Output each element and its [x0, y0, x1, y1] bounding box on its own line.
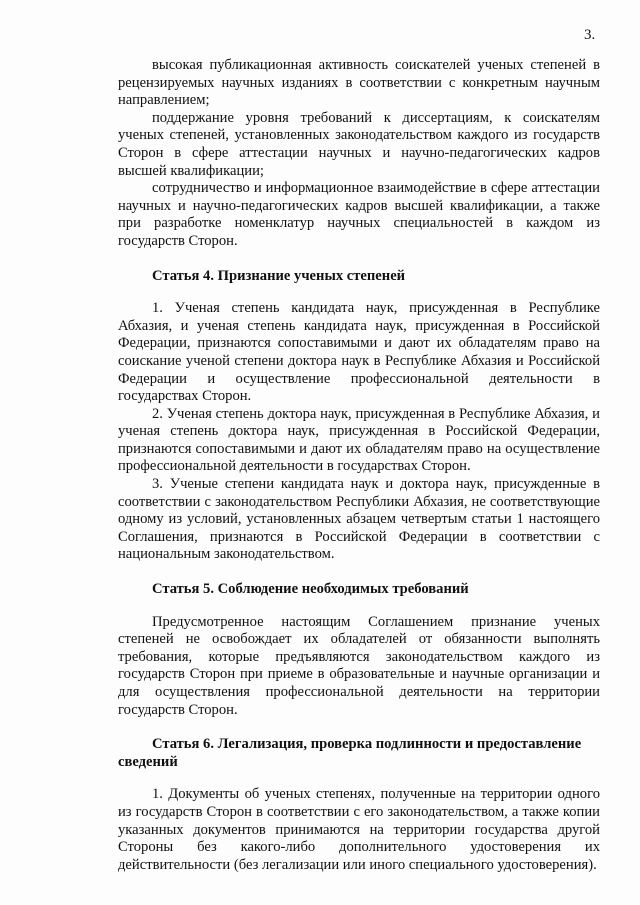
intro-paragraph-2: поддержание уровня требований к диссертациям, к соискателям ученых степеней, установленных законодательством каждого из государств Сторон в сфере аттестации научных и научно-педагогических кадров высшей квалификации;: [118, 109, 600, 179]
article-5-heading: Статья 5. Соблюдение необходимых требований: [152, 581, 469, 598]
article-4-heading: Статья 4. Признание ученых степеней: [152, 267, 406, 284]
article-6-heading: Статья 6. Легализация, проверка подлинности и предоставление сведений: [118, 736, 582, 770]
page-number: 3.: [584, 27, 596, 43]
spacer: [118, 599, 600, 614]
article-6-paragraph-1: 1. Документы об ученых степенях, полученные на территории одного из государств Сторон в соответствии с его законодательством, а также копии указанных документов принимаются на территории государства другой Стороны без какого-либо дополнительного удостоверения их действительности (без легализации или иного специального удостоверения).: [118, 786, 600, 873]
intro-paragraph-3: сотрудничество и информационное взаимодействие в сфере аттестации научных и научно-педагогических кадров высшей квалификации, а также при разработке номенклатур научных специальностей в каждом из государств Сторон.: [118, 180, 600, 249]
article-5-paragraph-1: Предусмотренное настоящим Соглашением признание ученых степеней не освобождает их обладателей от обязанности выполнять требования, которые предъявляются законодательством каждого из государств Сторон при приеме в образовательные и научные организации и для осуществления профессиональной деятельности на территории государств Сторон.: [118, 613, 600, 718]
intro-paragraph-1: высокая публикационная активность соискателей ученых степеней в рецензируемых научных изданиях в соответствии с конкретным научным направлением;: [118, 57, 600, 109]
article-4-paragraph-3: 3. Ученые степени кандидата наук и доктора наук, присужденные в соответствии с законодательством Республики Абхазия, не соответствующие одному из условий, установленных абзацем четвертым статьи 1 настоящего Соглашения, признаются в Российской Федерации в соответствии с национальным законодательством.: [118, 476, 600, 563]
document-body: [118, 57, 600, 874]
article-4-paragraph-1: 1. Ученая степень кандидата наук, присужденная в Республике Абхазия, и ученая степень кандидата наук, присужденная в Российской Федерации, признаются сопоставимыми и дают их обладателям право на соискание ученой степени доктора наук в Республике Абхазия и Российской Федерации и осуществление профессиональной деятельности в государствах Сторон.: [118, 300, 600, 405]
spacer: [118, 719, 600, 736]
spacer: [118, 251, 600, 268]
spacer: [118, 564, 600, 581]
spacer: [118, 285, 600, 300]
spacer: [118, 771, 600, 786]
article-4-paragraph-2: 2. Ученая степень доктора наук, присужденная в Республике Абхазия, и ученая степень доктора наук, присужденная в Российской Федерации, признаются сопоставимыми и дают их обладателям право на осуществление профессиональной деятельности в государствах Сторон.: [118, 405, 600, 475]
